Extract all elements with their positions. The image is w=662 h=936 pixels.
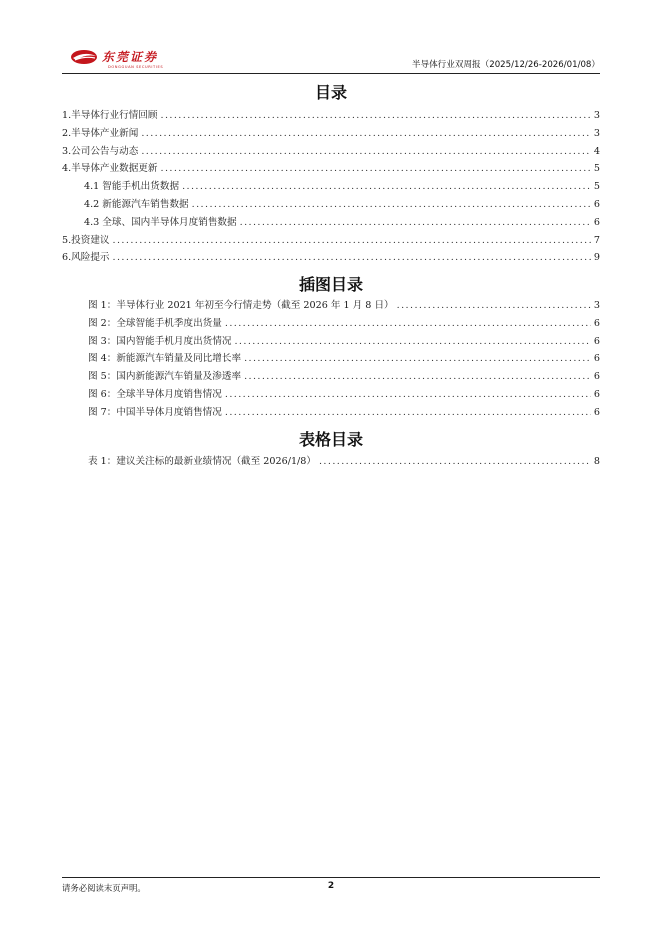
toc-entry[interactable] xyxy=(84,217,600,229)
entry-label: 2.半导体产业新闻 xyxy=(62,127,139,139)
entry-page-number: 9 xyxy=(593,252,600,264)
entry-page-number: 6 xyxy=(593,353,600,365)
toc-entry[interactable] xyxy=(62,235,600,247)
entry-label: 4.1 智能手机出货数据 xyxy=(84,181,180,193)
figure-entry[interactable] xyxy=(88,407,600,419)
figure-entry[interactable] xyxy=(88,336,600,348)
page-number: 2 xyxy=(327,881,335,891)
entry-page-number: 6 xyxy=(593,199,600,210)
entry-label: 3.公司公告与动态 xyxy=(62,145,139,157)
toc-entry[interactable] xyxy=(62,128,600,140)
company-logo xyxy=(68,48,188,70)
dot-leader xyxy=(240,217,591,229)
report-title: 半导体行业双周报（2025/12/26-2026/01/08） xyxy=(411,60,600,70)
footer-divider xyxy=(62,877,600,878)
toc-entry[interactable] xyxy=(84,199,600,211)
entry-label: 5.投资建议 xyxy=(62,234,110,246)
logo-subtext: DONGGUAN SECURITIES xyxy=(108,65,164,69)
figure-list-heading: 插图目录 xyxy=(298,275,363,294)
entry-label: 图 5：国内新能源汽车销量及渗透率 xyxy=(88,371,242,383)
entry-page-number: 3 xyxy=(593,110,600,121)
entry-label: 图 4：新能源汽车销量及同比增长率 xyxy=(88,353,242,365)
dot-leader xyxy=(141,146,591,158)
dot-leader xyxy=(161,110,591,122)
entry-page-number: 6 xyxy=(593,335,600,347)
entry-page-number: 4 xyxy=(593,145,600,157)
figure-entry[interactable] xyxy=(88,371,600,383)
entry-page-number: 7 xyxy=(593,234,600,246)
entry-page-number: 6 xyxy=(593,317,600,329)
entry-label: 图 7：中国半导体月度销售情况 xyxy=(88,406,222,418)
table-list-heading: 表格目录 xyxy=(298,430,363,449)
entry-page-number: 5 xyxy=(593,181,600,193)
dongguan-securities-logo-icon xyxy=(68,48,188,70)
entry-label: 4.2 新能源汽车销售数据 xyxy=(84,199,189,210)
toc-entry[interactable] xyxy=(62,110,600,122)
entry-page-number: 8 xyxy=(593,456,600,467)
entry-page-number: 5 xyxy=(593,163,600,175)
footer-disclaimer: 请务必阅读末页声明。 xyxy=(62,883,146,893)
entry-page-number: 6 xyxy=(593,389,600,400)
toc-entry[interactable] xyxy=(84,181,600,193)
dot-leader xyxy=(225,407,591,419)
dot-leader xyxy=(225,318,591,330)
dot-leader xyxy=(244,371,591,383)
dot-leader xyxy=(161,163,591,175)
figure-entry[interactable] xyxy=(88,353,600,365)
figure-entry[interactable] xyxy=(88,318,600,330)
toc-entry[interactable] xyxy=(62,163,600,175)
entry-page-number: 3 xyxy=(593,300,600,311)
entry-label: 6.风险提示 xyxy=(62,252,110,264)
logo-text: 东莞证券 xyxy=(102,50,159,64)
figure-entry[interactable] xyxy=(88,389,600,401)
entry-page-number: 6 xyxy=(593,406,600,418)
dot-leader xyxy=(225,389,591,401)
page-header xyxy=(62,48,600,74)
dot-leader xyxy=(141,128,591,140)
toc-entry[interactable] xyxy=(62,252,600,264)
entry-label: 表 1：建议关注标的最新业绩情况（截至 2026/1/8） xyxy=(88,456,316,467)
entry-label: 图 1：半导体行业 2021 年初至今行情走势（截至 2026 年 1 月 8 日） xyxy=(88,300,394,311)
dot-leader xyxy=(319,456,591,468)
entry-label: 4.半导体产业数据更新 xyxy=(62,163,158,175)
dot-leader xyxy=(192,199,591,211)
entry-label: 1.半导体行业行情回顾 xyxy=(62,110,158,121)
entry-label: 4.3 全球、国内半导体月度销售数据 xyxy=(84,216,237,228)
entry-label: 图 3：国内智能手机月度出货情况 xyxy=(88,335,232,347)
entry-page-number: 3 xyxy=(593,127,600,139)
dot-leader xyxy=(182,181,591,193)
table-entry[interactable] xyxy=(88,456,600,468)
toc-heading: 目录 xyxy=(314,83,347,102)
dot-leader xyxy=(244,353,591,365)
entry-page-number: 6 xyxy=(593,371,600,383)
toc-entry[interactable] xyxy=(62,146,600,158)
entry-page-number: 6 xyxy=(593,216,600,228)
dot-leader xyxy=(113,252,591,264)
entry-label: 图 2：全球智能手机季度出货量 xyxy=(88,317,222,329)
dot-leader xyxy=(397,300,591,312)
dot-leader xyxy=(113,235,591,247)
dot-leader xyxy=(234,336,590,348)
figure-entry[interactable] xyxy=(88,300,600,312)
entry-label: 图 6：全球半导体月度销售情况 xyxy=(88,389,222,400)
